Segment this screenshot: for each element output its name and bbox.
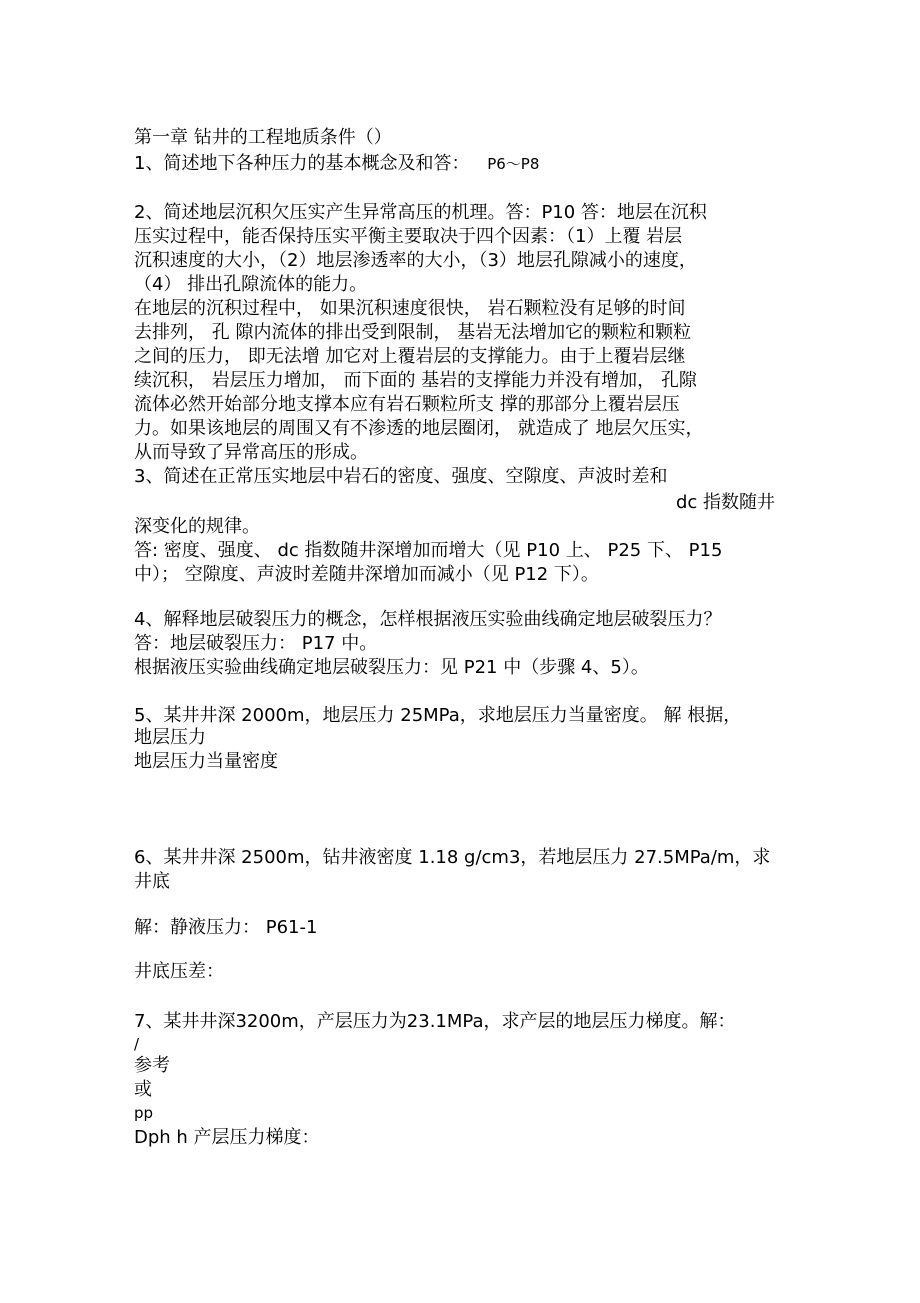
chapter-title: 第一章 钻井的工程地质条件（） <box>134 127 392 148</box>
question-2-line-3: 沉积速度的大小，（2）地层渗透率的大小，（3）地层孔隙减小的速度， <box>134 250 697 271</box>
question-3-line-1: 3、简述在正常压实地层中岩石的密度、强度、空隙度、声波时差和 <box>134 466 668 487</box>
question-5-line-2: 地层压力 <box>134 727 206 748</box>
answer-6-line-2: 井底压差： <box>134 961 224 982</box>
answer-4-line-1: 答：地层破裂压力： P17 中。 <box>134 633 378 654</box>
question-2-line-4: （4） 排出孔隙流体的能力。 <box>134 274 368 295</box>
answer-2-line-2: 去排列， 孔 隙内流体的排出受到限制， 基岩无法增加它的颗粒和颗粒 <box>134 322 692 343</box>
question-4: 4、解释地层破裂压力的概念，怎样根据液压实验曲线确定地层破裂压力？ <box>134 609 722 630</box>
answer-2-line-4: 续沉积， 岩层压力增加， 而下面的 基岩的支撑能力并没有增加， 孔隙 <box>134 370 697 391</box>
answer-3-line-1: 答: 密度、强度、 dc 指数随井深增加而增大（见 P10 上、 P25 下、 P15 <box>134 540 723 561</box>
question-7: 7、某井井深3200m，产层压力为23.1MPa，求产层的地层压力梯度。解： <box>134 1011 736 1032</box>
answer-2-line-6: 力。如果该地层的周围又有不渗透的地层圈闭， 就造成了 地层欠压实， <box>134 418 704 439</box>
question-3-line-3: 深变化的规律。 <box>134 516 260 537</box>
question-1-ref: P6～P8 <box>487 155 540 173</box>
answer-7-line-5: Dph h 产层压力梯度： <box>134 1127 320 1148</box>
answer-2-line-3: 之间的压力， 即无法增 加它对上覆岩层的支撑能力。由于上覆岩层继 <box>134 346 686 367</box>
question-3-line-2: dc 指数随井 <box>676 492 776 513</box>
question-6-line-2: 井底 <box>134 871 170 892</box>
answer-2-line-1: 在地层的沉积过程中， 如果沉积速度很快， 岩石颗粒没有足够的时间 <box>134 298 686 319</box>
question-5-line-3: 地层压力当量密度 <box>134 751 278 772</box>
answer-4-line-2: 根据液压实验曲线确定地层破裂压力：见 P21 中（步骤 4、5）。 <box>134 657 649 678</box>
answer-7-line-1: / <box>134 1035 140 1053</box>
answer-7-line-3: 或 <box>134 1079 152 1100</box>
answer-6-line-1: 解：静液压力： P61-1 <box>134 917 318 938</box>
answer-2-line-7: 从而导致了异常高压的形成。 <box>134 442 368 463</box>
question-1 <box>134 152 539 176</box>
question-1-text: 1、简述地下各种压力的基本概念及和答： <box>134 153 470 174</box>
answer-3-line-2: 中）； 空隙度、声波时差随井深增加而减小（见 P12 下）。 <box>134 564 599 585</box>
answer-7-line-4: pp <box>134 1104 154 1122</box>
question-6: 6、某井井深 2500m，钻井液密度 1.18 g/cm3，若地层压力 27.5MPa/m，求 <box>134 847 771 868</box>
question-2-line-1: 2、简述地层沉积欠压实产生异常高压的机理。答：P10 答：地层在沉积 <box>134 202 707 223</box>
answer-2-line-5: 流体必然开始部分地支撑本应有岩石颗粒所支 撑的那部分上覆岩层压 <box>134 394 680 415</box>
answer-7-line-2: 参考 <box>134 1055 170 1076</box>
question-2-line-2: 压实过程中，能否保持压实平衡主要取决于四个因素：（1）上覆 岩层 <box>134 226 683 247</box>
question-5: 5、某井井深 2000m，地层压力 25MPa，求地层压力当量密度。 解 根据， <box>134 705 742 726</box>
